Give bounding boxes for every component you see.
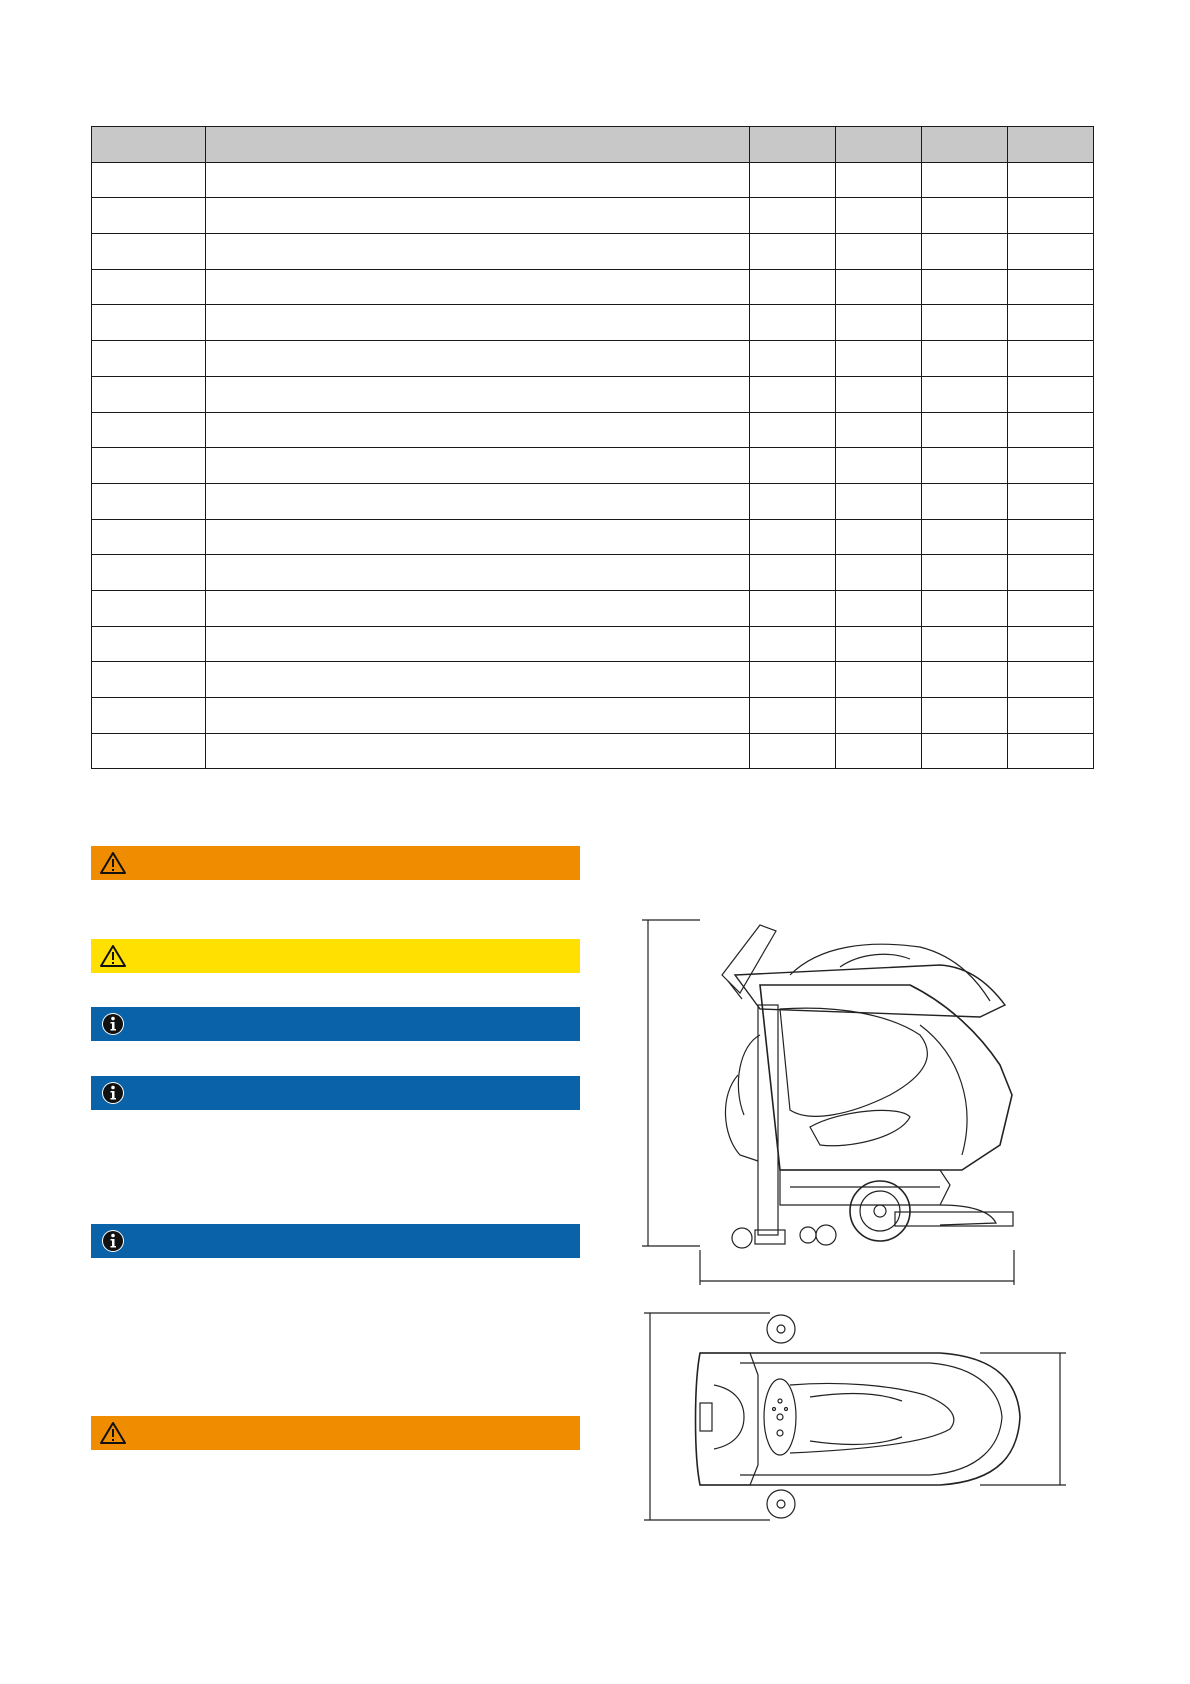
table-cell: [750, 198, 836, 234]
table-cell: [836, 412, 922, 448]
table-cell: [922, 662, 1008, 698]
table-row: [92, 626, 1094, 662]
warning-triangle-icon: [99, 1420, 127, 1446]
table-cell: [750, 662, 836, 698]
table-cell: [1008, 305, 1094, 341]
table-cell: [1008, 162, 1094, 198]
table-header-row: [92, 127, 1094, 163]
table-cell: [206, 162, 750, 198]
table-cell: [750, 590, 836, 626]
table-cell: [750, 341, 836, 377]
table-cell: [750, 234, 836, 270]
table-cell: [922, 448, 1008, 484]
table-cell: [922, 698, 1008, 734]
table-cell: [836, 662, 922, 698]
warning-triangle-icon: [99, 943, 127, 969]
table-cell: [1008, 376, 1094, 412]
table-cell: [922, 590, 1008, 626]
table-row: [92, 733, 1094, 769]
info-circle-icon: [99, 1080, 127, 1106]
table-cell: [922, 626, 1008, 662]
table-cell: [206, 234, 750, 270]
table-cell: [1008, 341, 1094, 377]
table-cell: [836, 519, 922, 555]
table-row: [92, 269, 1094, 305]
table-cell: [922, 162, 1008, 198]
table-cell: [836, 698, 922, 734]
table-cell: [836, 733, 922, 769]
table-cell: [750, 519, 836, 555]
info-banner: [91, 1007, 580, 1041]
table-cell: [750, 269, 836, 305]
table-row: [92, 234, 1094, 270]
table-cell: [206, 483, 750, 519]
table-cell: [922, 269, 1008, 305]
info-banner: [91, 1224, 580, 1258]
table-cell: [92, 698, 206, 734]
table-cell: [92, 733, 206, 769]
table-cell: [206, 269, 750, 305]
warning-banner: [91, 1416, 580, 1450]
table-row: [92, 555, 1094, 591]
table-cell: [92, 269, 206, 305]
table-cell: [836, 341, 922, 377]
table-cell: [92, 198, 206, 234]
table-cell: [1008, 234, 1094, 270]
table-row: [92, 519, 1094, 555]
table-cell: [922, 483, 1008, 519]
table-row: [92, 198, 1094, 234]
header-cell: [206, 127, 750, 163]
table-cell: [92, 626, 206, 662]
table-row: [92, 162, 1094, 198]
table-cell: [1008, 412, 1094, 448]
table-cell: [922, 519, 1008, 555]
table-cell: [836, 555, 922, 591]
table-row: [92, 590, 1094, 626]
table-cell: [836, 376, 922, 412]
table-cell: [836, 448, 922, 484]
table-cell: [92, 555, 206, 591]
header-cell: [750, 127, 836, 163]
specification-table: [91, 126, 1094, 769]
table-cell: [922, 198, 1008, 234]
table-row: [92, 698, 1094, 734]
table-cell: [1008, 519, 1094, 555]
table-cell: [750, 448, 836, 484]
table-cell: [1008, 590, 1094, 626]
table-cell: [92, 662, 206, 698]
table-cell: [206, 412, 750, 448]
table-cell: [1008, 698, 1094, 734]
table-cell: [206, 448, 750, 484]
table-cell: [836, 269, 922, 305]
table-cell: [750, 626, 836, 662]
info-circle-icon: [99, 1011, 127, 1037]
table-cell: [92, 483, 206, 519]
warning-triangle-icon: [99, 850, 127, 876]
table-cell: [750, 483, 836, 519]
table-cell: [92, 448, 206, 484]
table-cell: [750, 412, 836, 448]
table-cell: [92, 234, 206, 270]
table-cell: [750, 733, 836, 769]
table-cell: [206, 305, 750, 341]
table-cell: [836, 590, 922, 626]
table-cell: [836, 198, 922, 234]
table-cell: [206, 626, 750, 662]
table-cell: [836, 483, 922, 519]
table-cell: [750, 555, 836, 591]
table-cell: [922, 376, 1008, 412]
table-cell: [1008, 626, 1094, 662]
info-banner: [91, 1076, 580, 1110]
table-cell: [1008, 733, 1094, 769]
table-cell: [1008, 269, 1094, 305]
table-cell: [922, 341, 1008, 377]
table-cell: [92, 162, 206, 198]
table-cell: [836, 626, 922, 662]
table-row: [92, 341, 1094, 377]
table-cell: [922, 234, 1008, 270]
table-cell: [836, 234, 922, 270]
table-row: [92, 662, 1094, 698]
table-cell: [206, 519, 750, 555]
table-cell: [750, 305, 836, 341]
table-row: [92, 448, 1094, 484]
table-cell: [206, 555, 750, 591]
table-cell: [92, 376, 206, 412]
table-cell: [206, 376, 750, 412]
table-row: [92, 376, 1094, 412]
header-cell: [836, 127, 922, 163]
table-cell: [922, 305, 1008, 341]
info-circle-icon: [99, 1228, 127, 1254]
header-cell: [1008, 127, 1094, 163]
table-cell: [836, 305, 922, 341]
table-row: [92, 412, 1094, 448]
table-cell: [750, 376, 836, 412]
table-cell: [206, 341, 750, 377]
table-cell: [1008, 483, 1094, 519]
header-cell: [922, 127, 1008, 163]
warning-banner: [91, 846, 580, 880]
table-cell: [1008, 662, 1094, 698]
table-cell: [206, 198, 750, 234]
table-cell: [750, 698, 836, 734]
header-cell: [92, 127, 206, 163]
table-row: [92, 483, 1094, 519]
scrubber-side-view-drawing: [640, 905, 1020, 1285]
table-cell: [92, 519, 206, 555]
table-cell: [92, 590, 206, 626]
table-cell: [92, 341, 206, 377]
table-cell: [922, 555, 1008, 591]
table-cell: [922, 412, 1008, 448]
caution-banner: [91, 939, 580, 973]
table-cell: [922, 733, 1008, 769]
table-cell: [206, 662, 750, 698]
scrubber-top-view-drawing: [640, 1305, 1070, 1535]
table-row: [92, 305, 1094, 341]
table-cell: [750, 162, 836, 198]
table-cell: [1008, 448, 1094, 484]
table-cell: [1008, 555, 1094, 591]
table-cell: [92, 412, 206, 448]
table-cell: [836, 162, 922, 198]
table-cell: [206, 698, 750, 734]
table-cell: [92, 305, 206, 341]
table-cell: [1008, 198, 1094, 234]
table-cell: [206, 733, 750, 769]
table-cell: [206, 590, 750, 626]
